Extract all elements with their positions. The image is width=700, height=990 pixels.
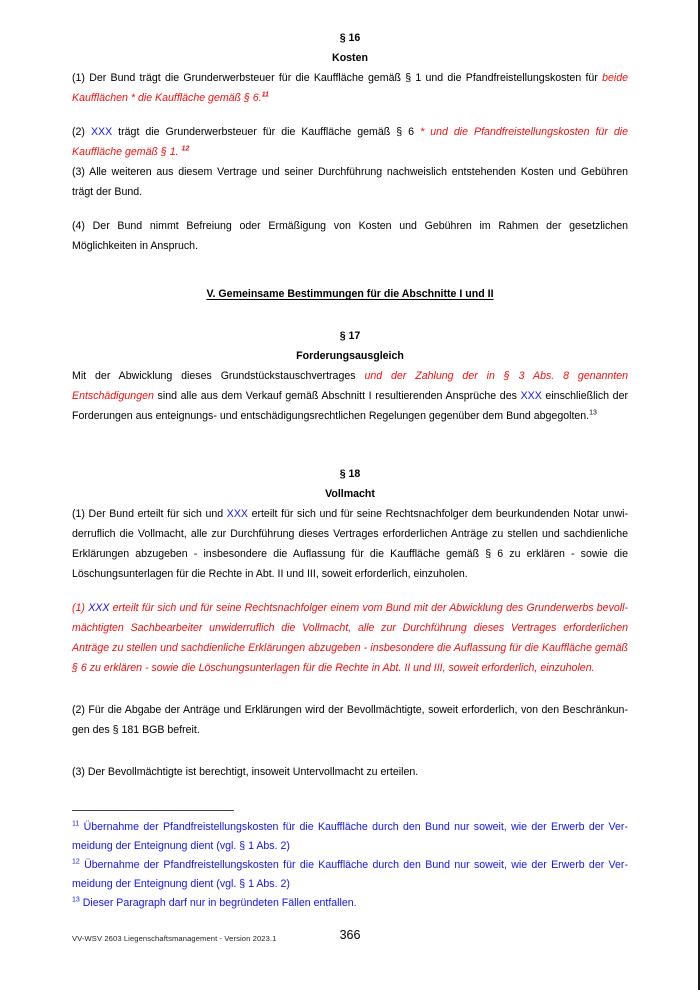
para-16-4	[72, 216, 628, 256]
section-18-title	[72, 484, 628, 504]
placeholder-or-note-text: 11	[72, 820, 80, 828]
text-run: (1)	[72, 602, 89, 614]
placeholder-or-note-text: Übernahme der Pfandfreistellungskosten für die Kauffläche durch den Bund nur soweit, wie der Erwerb der Vermeidung der Enteignung dient (vgl. § 1 Abs. 2)	[72, 859, 628, 890]
placeholder-or-note-text: 13	[72, 896, 80, 904]
para-16-3	[72, 162, 628, 202]
section-v-heading	[72, 284, 628, 304]
text-run: (1) Der Bund erteilt für sich und	[72, 508, 227, 520]
placeholder-or-note-text: XXX	[90, 126, 113, 138]
document-content	[72, 28, 628, 913]
para-18-1	[72, 504, 628, 584]
text-run: Forderungsausgleich	[296, 350, 404, 362]
placeholder-or-note-text: XXX	[520, 390, 542, 402]
text-run: V. Gemeinsame Bestimmungen für die Abschnitte I und II	[206, 288, 494, 300]
placeholder-or-note-text: Übernahme der Pfandfreistellungskosten für die Kauffläche durch den Bund nur soweit, wie der Erwerb der Vermeidung der Enteignung dient (vgl. § 1 Abs. 2)	[72, 821, 628, 852]
page-number: 366	[339, 928, 361, 942]
text-run: (2) Für die Abgabe der Anträge und Erklärungen wird der Bevollmächtigte, soweit erforderlich, von den Beschränkungen des § 181 BGB befreit.	[72, 704, 628, 736]
para-18-2	[72, 700, 628, 740]
section-17-title	[72, 346, 628, 366]
text-run: Mit der Abwicklung dieses Grundstückstauschvertrages	[72, 370, 365, 382]
text-run: 11	[261, 91, 269, 99]
footnote-separator	[72, 810, 234, 811]
text-run: Vollmacht	[325, 488, 375, 500]
footer-version-text: VV-WSV 2603 Liegenschaftsmanagement - Version 2023.1	[72, 934, 277, 943]
section-18-number	[72, 464, 628, 484]
text-run: einschließlich der Forderungen aus enteignungs- und entschädigungsrechtlichen Regelungen gegenüber dem Bund abgegolten.	[72, 390, 628, 422]
placeholder-or-note-text: XXX	[88, 602, 110, 614]
para-16-2	[72, 122, 628, 162]
para-16-1	[72, 68, 628, 108]
footnote-12	[72, 856, 628, 894]
section-17-number	[72, 326, 628, 346]
placeholder-or-note-text: Dieser Paragraph darf nur in begründeten Fällen entfallen.	[79, 897, 357, 909]
text-run: (3) Der Bevollmächtigte ist berechtigt, insoweit Untervollmacht zu erteilen.	[72, 766, 419, 778]
text-run: 13	[589, 409, 597, 417]
para-18-3	[72, 762, 628, 782]
text-run: trägt die Grunderwerbsteuer für die Kauffläche gemäß § 6	[112, 126, 421, 138]
footnote-13	[72, 894, 628, 913]
para-18-1-variant	[72, 598, 628, 678]
placeholder-or-note-text: 12	[72, 858, 80, 866]
text-run: erteilt für sich und für seine Rechtsnachfolger einem vom Bund mit der Abwicklung des Grunderwerbs bevollmächtigten Sachbearbeiter unwiderruflich die Vollmacht, alle zur Durchführung dieses Vertrages erforderlichen Anträge zu stellen und sachdienliche Erklärungen abzugeben - insbesondere die Auflassung für die Kauffläche gemäß § 6 zu erklären - sowie die Löschungsunterlagen für die Rechte in Abt. II und III, soweit erforderlich, einzuholen.	[72, 602, 628, 674]
text-run: sind alle aus dem Verkauf gemäß Abschnitt I resultierenden Ansprüche des	[153, 390, 521, 402]
footnote-11	[72, 818, 628, 856]
text-run: (3) Alle weiteren aus diesem Vertrage und seiner Durchführung nachweislich entstehenden Kosten und Gebühren trägt der Bund.	[72, 166, 628, 198]
placeholder-or-note-text: XXX	[226, 508, 248, 520]
text-run: * und die Pfandfreistellungskosten für die Kauffläche gemäß § 1.	[72, 126, 628, 158]
text-run: erteilt für sich und für seine Rechtsnachfolger dem beurkundenden Notar unwiderruflich die Vollmacht, alle zur Durchführung dieses Vertrages erforderlichen Anträge zu stellen und sachdienliche Erklärungen abzugeben - insbesondere die Auflassung für die Kauffläche gemäß § 6 zu erklären - sowie die Löschungsunterlagen für die Rechte in Abt. II und III, soweit erforderlich, einzuholen.	[72, 508, 628, 580]
text-run: (4) Der Bund nimmt Befreiung oder Ermäßigung von Kosten und Gebühren im Rahmen der gesetzlichen Möglichkeiten in Anspruch.	[72, 220, 628, 252]
text-run: § 17	[339, 330, 361, 342]
text-run: (2)	[72, 126, 91, 138]
text-run: und der Zahlung der in § 3 Abs. 8 genannten Entschädigungen	[72, 370, 628, 402]
text-run: 12	[181, 145, 190, 153]
section-16-title	[72, 48, 628, 68]
text-run: (1) Der Bund trägt die Grunderwerbsteuer für die Kauffläche gemäß § 1 und die Pfandfreistellungskosten für	[72, 72, 603, 84]
text-run: § 18	[339, 468, 361, 480]
text-run: Kosten	[332, 52, 368, 64]
section-16-number	[72, 28, 628, 48]
para-17	[72, 366, 628, 426]
text-run: beide Kaufflächen * die Kauffläche gemäß § 6.	[72, 72, 628, 104]
text-run: § 16	[339, 32, 361, 44]
